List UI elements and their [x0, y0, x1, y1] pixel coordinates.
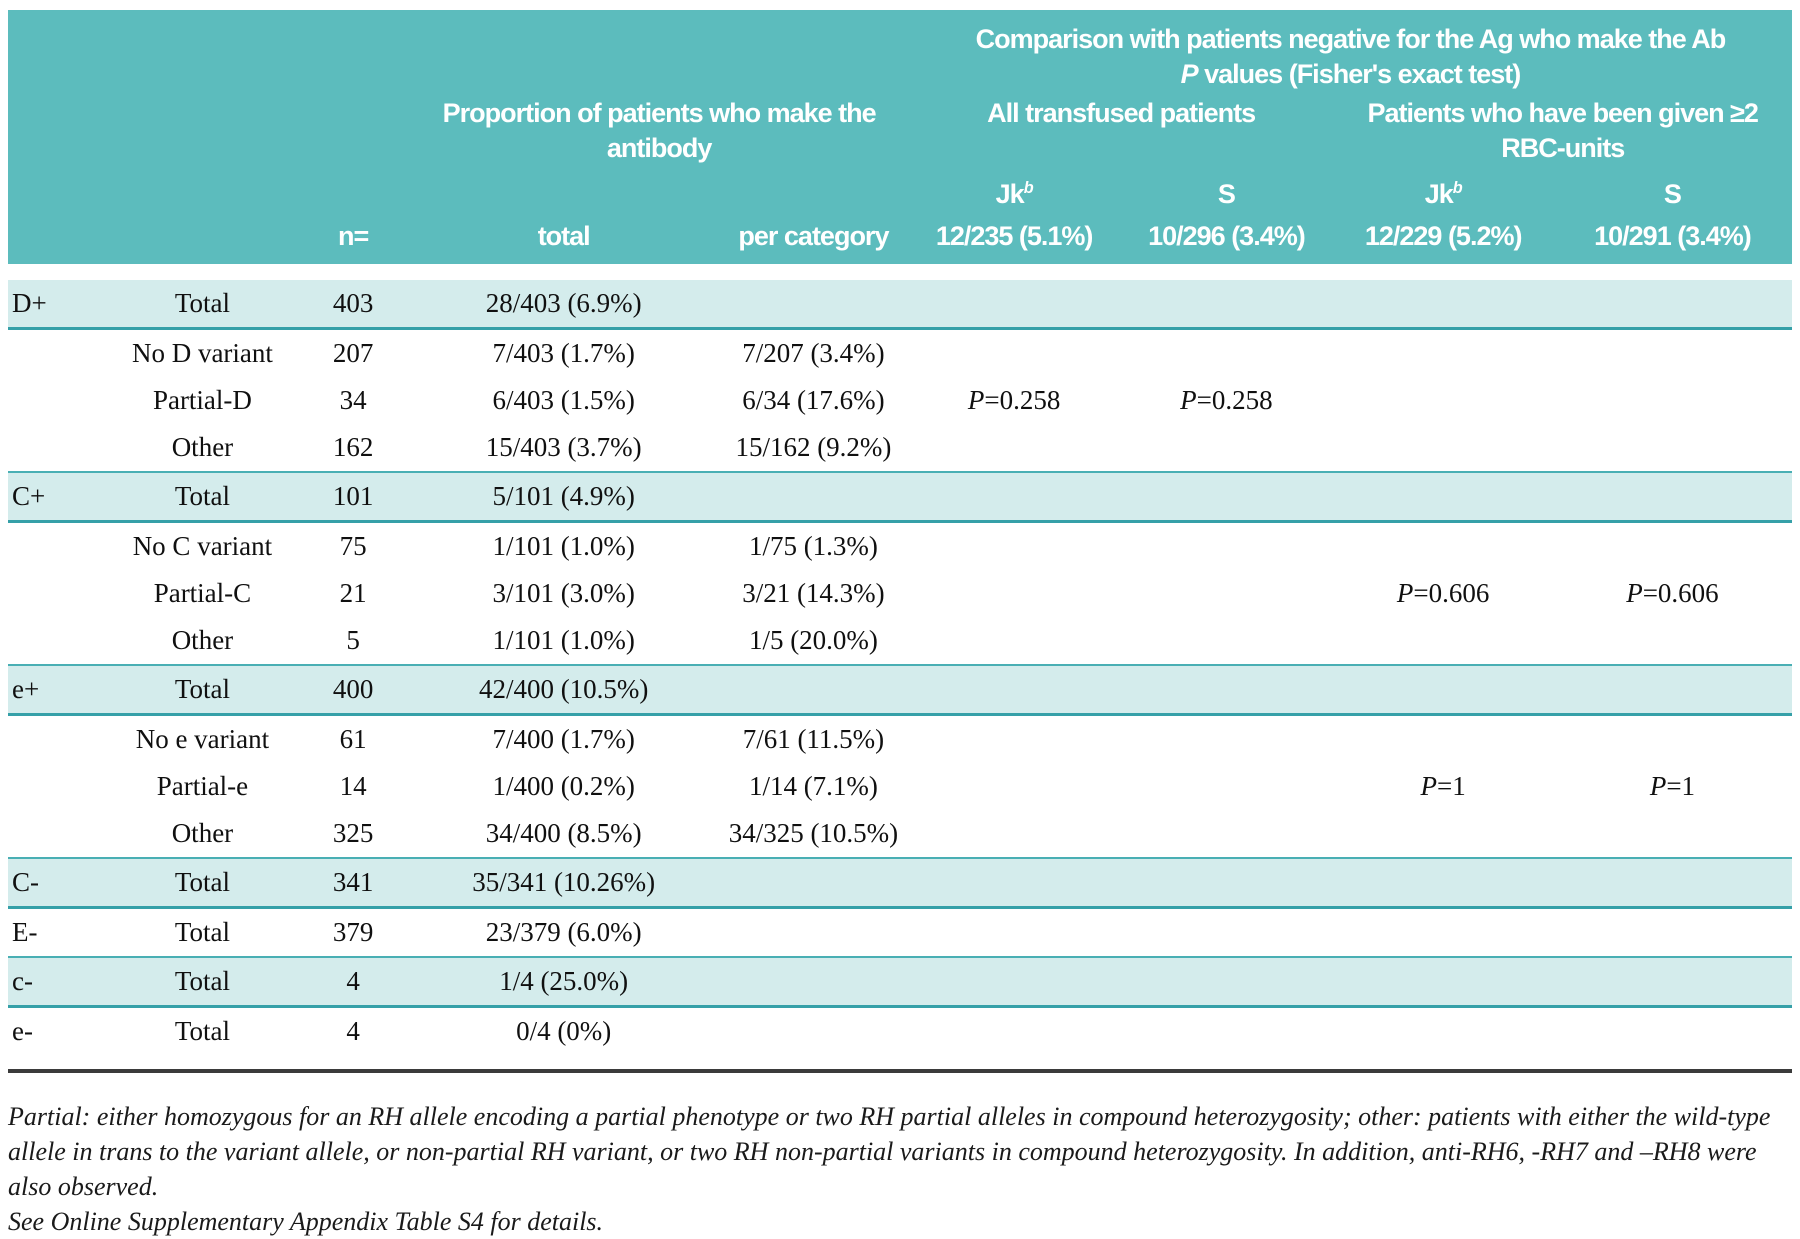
header-body-gap — [8, 264, 1792, 280]
pvalue-ge2-s-cell — [1553, 858, 1792, 908]
n-cell: 400 — [297, 665, 409, 715]
per-category-cell: 6/34 (17.6%) — [718, 377, 909, 424]
spacer-cell — [718, 172, 909, 212]
total-cell: 23/379 (6.0%) — [409, 908, 718, 958]
total-cell: 7/403 (1.7%) — [409, 329, 718, 378]
phenotype-cell: e- — [8, 1007, 108, 1056]
per-category-cell — [718, 858, 909, 908]
pvalue-ge2-jkb-cell — [1333, 1007, 1552, 1056]
pvalue-ge2-jkb-cell — [1333, 810, 1552, 858]
superscript-b: b — [1452, 179, 1462, 197]
pvalue-ge2-s-cell: P=1 — [1553, 763, 1792, 810]
pvalue-all-s-cell — [1119, 665, 1333, 715]
table-row — [8, 858, 1792, 908]
pvalue-ge2-jkb-cell: P=1 — [1333, 763, 1552, 810]
pvalue-all-jkb-cell — [909, 715, 1120, 764]
per-category-cell — [718, 472, 909, 522]
table-body — [8, 264, 1792, 1055]
col-header-s-ge2-value: 10/291 (3.4%) — [1553, 212, 1792, 264]
spacer-cell — [297, 172, 409, 212]
table-header — [8, 10, 1792, 264]
footnote-main-text: Partial: either homozygous for an RH allele encoding a partial phenotype or two RH partial alleles in compound heterozygosity; other: patients with either the wild-type allele in trans to the variant allele, or non-partial RH variant, or two RH non-partial variants in compound heterozygosity. In addition, anti-RH6, -RH7 and –RH8 were also observed. — [8, 1102, 1771, 1201]
pvalue-all-s-cell — [1119, 617, 1333, 665]
header-row-groups — [8, 96, 1792, 172]
n-cell: 4 — [297, 1007, 409, 1056]
pvalue-ge2-jkb-cell — [1333, 377, 1552, 424]
table-row — [8, 763, 1792, 810]
n-cell: 341 — [297, 858, 409, 908]
spacer-cell — [409, 172, 718, 212]
per-category-cell: 15/162 (9.2%) — [718, 424, 909, 472]
per-category-cell — [718, 1007, 909, 1056]
table-row — [8, 665, 1792, 715]
pvalue-ge2-jkb-cell — [1333, 665, 1552, 715]
comparison-subtitle: P values (Fisher's exact test) — [1180, 59, 1521, 89]
table-row — [8, 908, 1792, 958]
table-row — [8, 424, 1792, 472]
pvalue-all-s-cell — [1119, 763, 1333, 810]
per-category-cell — [718, 908, 909, 958]
pvalue-ge2-s-cell — [1553, 1007, 1792, 1056]
per-category-cell: 1/14 (7.1%) — [718, 763, 909, 810]
phenotype-cell: D+ — [8, 280, 108, 329]
category-cell: Other — [108, 424, 297, 472]
header-row-antigens — [8, 172, 1792, 212]
pvalue-all-jkb-cell — [909, 858, 1120, 908]
pvalue-ge2-s-cell — [1553, 617, 1792, 665]
pvalue-all-jkb-cell — [909, 280, 1120, 329]
col-header-total: total — [409, 212, 718, 264]
n-cell: 4 — [297, 957, 409, 1007]
pvalue-all-s-cell — [1119, 424, 1333, 472]
group-ge2-rbc-cell: Patients who have been given ≥2 RBC-units — [1333, 96, 1792, 172]
n-cell: 101 — [297, 472, 409, 522]
phenotype-cell — [8, 329, 108, 378]
rh-variant-antibody-table — [8, 10, 1792, 1055]
phenotype-cell: c- — [8, 957, 108, 1007]
total-cell: 34/400 (8.5%) — [409, 810, 718, 858]
pvalue-ge2-s-cell — [1553, 810, 1792, 858]
per-category-cell: 7/207 (3.4%) — [718, 329, 909, 378]
n-cell: 207 — [297, 329, 409, 378]
spacer-cell — [8, 96, 409, 172]
pvalue-all-jkb-cell — [909, 810, 1120, 858]
total-cell: 6/403 (1.5%) — [409, 377, 718, 424]
per-category-cell — [718, 665, 909, 715]
pvalue-all-s-cell — [1119, 810, 1333, 858]
table-row — [8, 617, 1792, 665]
category-cell: Partial-e — [108, 763, 297, 810]
antigen-jkb-ge2-label: Jk$^b$ — [1333, 172, 1552, 212]
total-cell: 3/101 (3.0%) — [409, 570, 718, 617]
pvalue-ge2-s-cell — [1553, 665, 1792, 715]
footnote-see-line: See Online Supplementary Appendix Table S4 for details. — [8, 1207, 604, 1236]
table-row — [8, 329, 1792, 378]
phenotype-cell — [8, 715, 108, 764]
phenotype-cell — [8, 810, 108, 858]
phenotype-cell — [8, 763, 108, 810]
header-row-comparison — [8, 10, 1792, 96]
col-header-n: n= — [297, 212, 409, 264]
pvalue-all-jkb-cell — [909, 472, 1120, 522]
table-row — [8, 522, 1792, 571]
table-bottom-rule — [8, 1069, 1792, 1073]
pvalue-all-jkb-cell — [909, 522, 1120, 571]
pvalue-ge2-jkb-cell — [1333, 957, 1552, 1007]
pvalue-ge2-s-cell — [1553, 377, 1792, 424]
category-cell: No C variant — [108, 522, 297, 571]
n-cell: 34 — [297, 377, 409, 424]
category-cell: Total — [108, 858, 297, 908]
pvalue-ge2-s-cell — [1553, 424, 1792, 472]
pvalue-ge2-jkb-cell — [1333, 908, 1552, 958]
table-row — [8, 957, 1792, 1007]
phenotype-cell — [8, 617, 108, 665]
pvalue-all-jkb-cell — [909, 424, 1120, 472]
table-row — [8, 1007, 1792, 1056]
category-cell: No D variant — [108, 329, 297, 378]
pvalue-ge2-jkb-cell — [1333, 715, 1552, 764]
n-cell: 21 — [297, 570, 409, 617]
pvalue-all-s-cell — [1119, 1007, 1333, 1056]
total-cell: 42/400 (10.5%) — [409, 665, 718, 715]
per-category-cell: 1/75 (1.3%) — [718, 522, 909, 571]
pvalue-all-s-cell — [1119, 329, 1333, 378]
pvalue-all-jkb-cell — [909, 665, 1120, 715]
phenotype-cell — [8, 424, 108, 472]
n-cell: 61 — [297, 715, 409, 764]
pvalue-ge2-s-cell — [1553, 522, 1792, 571]
group-all-transfused-cell: All transfused patients — [909, 96, 1334, 172]
category-cell: Total — [108, 280, 297, 329]
pvalue-all-s-cell — [1119, 715, 1333, 764]
category-cell: Total — [108, 957, 297, 1007]
pvalue-ge2-jkb-cell — [1333, 858, 1552, 908]
col-header-per-category: per category — [718, 212, 909, 264]
per-category-cell — [718, 280, 909, 329]
category-cell: Total — [108, 908, 297, 958]
pvalue-ge2-jkb-cell — [1333, 329, 1552, 378]
category-cell: Other — [108, 810, 297, 858]
table-row — [8, 377, 1792, 424]
pvalue-ge2-jkb-cell — [1333, 280, 1552, 329]
pvalue-all-jkb-cell — [909, 570, 1120, 617]
table-row — [8, 715, 1792, 764]
per-category-cell: 3/21 (14.3%) — [718, 570, 909, 617]
total-cell: 1/101 (1.0%) — [409, 617, 718, 665]
table-row — [8, 570, 1792, 617]
n-cell: 379 — [297, 908, 409, 958]
phenotype-cell — [8, 570, 108, 617]
total-cell: 7/400 (1.7%) — [409, 715, 718, 764]
spacer-cell — [108, 172, 297, 212]
pvalue-ge2-jkb-cell: P=0.606 — [1333, 570, 1552, 617]
phenotype-cell: C+ — [8, 472, 108, 522]
pvalue-all-jkb-cell — [909, 957, 1120, 1007]
pvalue-ge2-s-cell — [1553, 908, 1792, 958]
category-cell: Partial-C — [108, 570, 297, 617]
phenotype-cell: e+ — [8, 665, 108, 715]
col-header-s-all-value: 10/296 (3.4%) — [1119, 212, 1333, 264]
pvalue-all-jkb-cell — [909, 1007, 1120, 1056]
comparison-title: Comparison with patients negative for the Ag who make the Ab — [975, 24, 1726, 54]
n-cell: 403 — [297, 280, 409, 329]
antigen-jkb-all-label: Jk$^b$ — [909, 172, 1120, 212]
total-cell: 28/403 (6.9%) — [409, 280, 718, 329]
spacer-cell — [108, 212, 297, 264]
pvalue-ge2-s-cell: P=0.606 — [1553, 570, 1792, 617]
phenotype-cell: E- — [8, 908, 108, 958]
pvalue-ge2-s-cell — [1553, 329, 1792, 378]
pvalue-ge2-s-cell — [1553, 472, 1792, 522]
pvalue-ge2-jkb-cell — [1333, 472, 1552, 522]
pvalue-ge2-s-cell — [1553, 957, 1792, 1007]
pvalue-all-jkb-cell — [909, 908, 1120, 958]
per-category-cell — [718, 957, 909, 1007]
pvalue-all-s-cell — [1119, 957, 1333, 1007]
spacer-cell — [8, 212, 108, 264]
per-category-cell: 34/325 (10.5%) — [718, 810, 909, 858]
antigen-s-all-label: S — [1119, 172, 1333, 212]
pvalue-all-s-cell — [1119, 858, 1333, 908]
total-cell: 0/4 (0%) — [409, 1007, 718, 1056]
col-header-jkb-all-value: 12/235 (5.1%) — [909, 212, 1120, 264]
n-cell: 325 — [297, 810, 409, 858]
table-footnote — [8, 1099, 1788, 1239]
pvalue-ge2-jkb-cell — [1333, 617, 1552, 665]
pvalue-ge2-jkb-cell — [1333, 522, 1552, 571]
pvalue-all-s-cell — [1119, 522, 1333, 571]
pvalue-all-jkb-cell: P=0.258 — [909, 377, 1120, 424]
pvalue-ge2-jkb-cell — [1333, 424, 1552, 472]
comparison-header-cell — [909, 10, 1792, 96]
category-cell: Total — [108, 472, 297, 522]
pvalue-all-jkb-cell — [909, 617, 1120, 665]
per-category-cell: 7/61 (11.5%) — [718, 715, 909, 764]
category-cell: No e variant — [108, 715, 297, 764]
total-cell: 15/403 (3.7%) — [409, 424, 718, 472]
total-cell: 35/341 (10.26%) — [409, 858, 718, 908]
phenotype-cell — [8, 377, 108, 424]
table-row — [8, 810, 1792, 858]
proportion-header-cell: Proportion of patients who make the antibody — [409, 96, 909, 172]
total-cell: 5/101 (4.9%) — [409, 472, 718, 522]
phenotype-cell: C- — [8, 858, 108, 908]
category-cell: Partial-D — [108, 377, 297, 424]
pvalue-all-s-cell — [1119, 280, 1333, 329]
n-cell: 162 — [297, 424, 409, 472]
total-cell: 1/400 (0.2%) — [409, 763, 718, 810]
category-cell: Total — [108, 665, 297, 715]
pvalue-all-s-cell — [1119, 472, 1333, 522]
per-category-cell: 1/5 (20.0%) — [718, 617, 909, 665]
total-cell: 1/101 (1.0%) — [409, 522, 718, 571]
pvalue-all-jkb-cell — [909, 329, 1120, 378]
pvalue-ge2-s-cell — [1553, 280, 1792, 329]
n-cell: 14 — [297, 763, 409, 810]
superscript-b: b — [1023, 179, 1033, 197]
pvalue-all-s-cell: P=0.258 — [1119, 377, 1333, 424]
category-cell: Total — [108, 1007, 297, 1056]
table-row — [8, 472, 1792, 522]
col-header-jkb-ge2-value: 12/229 (5.2%) — [1333, 212, 1552, 264]
antigen-s-ge2-label: S — [1553, 172, 1792, 212]
total-cell: 1/4 (25.0%) — [409, 957, 718, 1007]
spacer-cell — [8, 172, 108, 212]
header-row-columns — [8, 212, 1792, 264]
pvalue-all-s-cell — [1119, 570, 1333, 617]
phenotype-cell — [8, 522, 108, 571]
n-cell: 75 — [297, 522, 409, 571]
n-cell: 5 — [297, 617, 409, 665]
pvalue-all-s-cell — [1119, 908, 1333, 958]
pvalue-ge2-s-cell — [1553, 715, 1792, 764]
spacer-cell — [8, 10, 909, 96]
table-row — [8, 280, 1792, 329]
pvalue-all-jkb-cell — [909, 763, 1120, 810]
category-cell: Other — [108, 617, 297, 665]
